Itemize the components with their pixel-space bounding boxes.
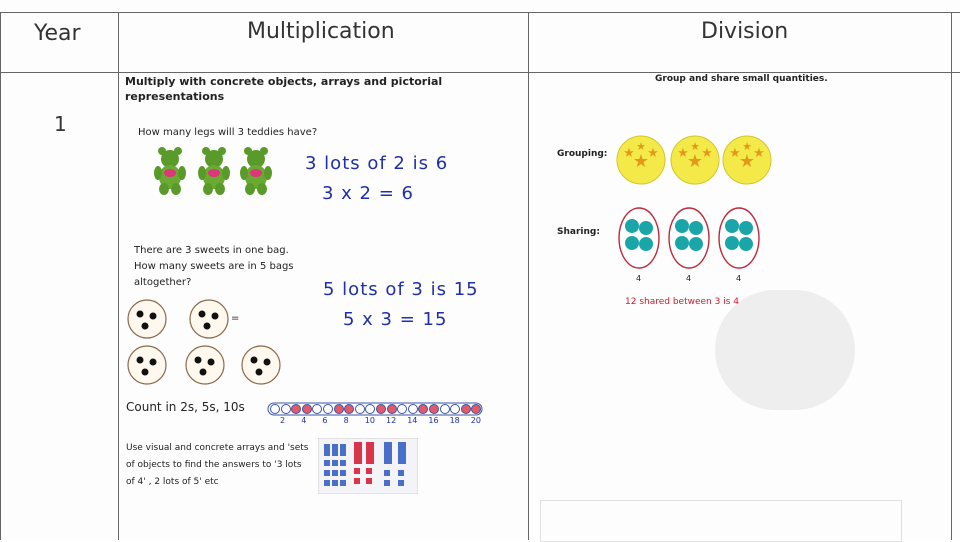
sweets-answer-line2: 5 x 3 = 15 bbox=[343, 309, 448, 330]
svg-text:★: ★ bbox=[690, 140, 700, 153]
table-border-left bbox=[0, 12, 1, 540]
bleed-through-box bbox=[540, 500, 902, 542]
count-number: 18 bbox=[449, 416, 460, 425]
count-number: 6 bbox=[322, 416, 328, 425]
sharing-count: 4 bbox=[636, 274, 642, 283]
sharing-result: 12 shared between 3 is 4 bbox=[625, 297, 739, 307]
arrays-picture bbox=[318, 438, 418, 494]
header-year: Year bbox=[34, 21, 81, 46]
counting-bead bbox=[408, 404, 418, 414]
teddy-icon bbox=[154, 147, 186, 195]
arrays-text-line3: of 4' , 2 lots of 5' etc bbox=[126, 477, 219, 487]
grouping-circle-icon bbox=[671, 136, 719, 184]
counting-bead bbox=[387, 404, 397, 414]
counting-bead bbox=[302, 404, 312, 414]
sweets-equals-sign: = bbox=[231, 313, 240, 324]
sweet-bag-icon bbox=[190, 300, 228, 338]
count-number: 20 bbox=[470, 416, 481, 425]
teddies-answer-line2: 3 x 2 = 6 bbox=[322, 183, 414, 204]
sharing-group-icon bbox=[619, 208, 659, 268]
counting-bead bbox=[440, 404, 450, 414]
bleed-through-shape bbox=[715, 290, 855, 410]
svg-text:★: ★ bbox=[632, 151, 650, 172]
teddies-question: How many legs will 3 teddies have? bbox=[138, 127, 318, 138]
counting-bead bbox=[323, 404, 333, 414]
table-border-right bbox=[951, 12, 952, 540]
count-number: 4 bbox=[301, 416, 307, 425]
header-division: Division bbox=[701, 19, 789, 44]
header-multiplication: Multiplication bbox=[247, 19, 395, 44]
svg-text:★: ★ bbox=[742, 140, 752, 153]
svg-text:★: ★ bbox=[623, 146, 635, 161]
count-number: 14 bbox=[407, 416, 418, 425]
svg-text:★: ★ bbox=[738, 151, 756, 172]
sharing-count: 4 bbox=[686, 274, 692, 283]
count-number: 16 bbox=[428, 416, 439, 425]
sweets-question-line1: There are 3 sweets in one bag. bbox=[134, 245, 289, 256]
svg-text:★: ★ bbox=[677, 146, 689, 161]
counting-bead bbox=[376, 404, 386, 414]
grouping-circle-icon bbox=[723, 136, 771, 184]
grouping-label: Grouping: bbox=[557, 149, 608, 159]
svg-text:★: ★ bbox=[636, 140, 646, 153]
count-number: 12 bbox=[386, 416, 397, 425]
sharing-group-icon bbox=[719, 208, 759, 268]
grouping-picture bbox=[615, 135, 775, 187]
division-intro: Group and share small quantities. bbox=[655, 74, 828, 84]
sweets-question-line2: How many sweets are in 5 bags bbox=[134, 261, 294, 272]
arrays-text-line2: of objects to find the answers to '3 lots bbox=[126, 460, 302, 470]
sweets-question-line3: altogether? bbox=[134, 277, 192, 288]
sharing-group-icon bbox=[669, 208, 709, 268]
count-number: 8 bbox=[343, 416, 349, 425]
column-divider-year bbox=[118, 12, 119, 540]
sweet-bag-icon bbox=[128, 346, 166, 384]
count-number: 2 bbox=[280, 416, 286, 425]
header-row-divider bbox=[0, 72, 960, 73]
teddy-icon bbox=[240, 147, 272, 195]
svg-text:★: ★ bbox=[686, 151, 704, 172]
svg-text:★: ★ bbox=[753, 146, 765, 161]
count-label: Count in 2s, 5s, 10s bbox=[126, 400, 245, 414]
counting-bead bbox=[461, 404, 471, 414]
sweets-answer-line1: 5 lots of 3 is 15 bbox=[323, 279, 479, 300]
count-number: 10 bbox=[364, 416, 375, 425]
svg-text:★: ★ bbox=[729, 146, 741, 161]
multiplication-intro: Multiply with concrete objects, arrays and pictorial representations bbox=[125, 75, 443, 103]
counting-bead bbox=[281, 404, 291, 414]
teddies-answer-line1: 3 lots of 2 is 6 bbox=[305, 153, 449, 174]
svg-text:★: ★ bbox=[701, 146, 713, 161]
sharing-picture bbox=[617, 206, 767, 270]
counting-bead bbox=[334, 404, 344, 414]
sweet-bags-picture bbox=[126, 298, 286, 388]
sharing-count: 4 bbox=[736, 274, 742, 283]
grouping-circle-icon bbox=[617, 136, 665, 184]
table-border-top bbox=[0, 12, 960, 13]
sweet-bag-icon bbox=[128, 300, 166, 338]
sharing-label: Sharing: bbox=[557, 227, 600, 237]
sweet-bag-icon bbox=[186, 346, 224, 384]
counting-bead bbox=[270, 404, 280, 414]
arrays-text-line1: Use visual and concrete arrays and 'sets bbox=[126, 443, 309, 453]
year-value: 1 bbox=[54, 112, 67, 136]
counting-bead bbox=[429, 404, 439, 414]
column-divider-multiplication bbox=[528, 12, 529, 540]
sweet-bag-icon bbox=[242, 346, 280, 384]
svg-text:★: ★ bbox=[647, 146, 659, 161]
teddy-icon bbox=[198, 147, 230, 195]
teddies-picture bbox=[148, 143, 278, 203]
counting-bead bbox=[355, 404, 365, 414]
